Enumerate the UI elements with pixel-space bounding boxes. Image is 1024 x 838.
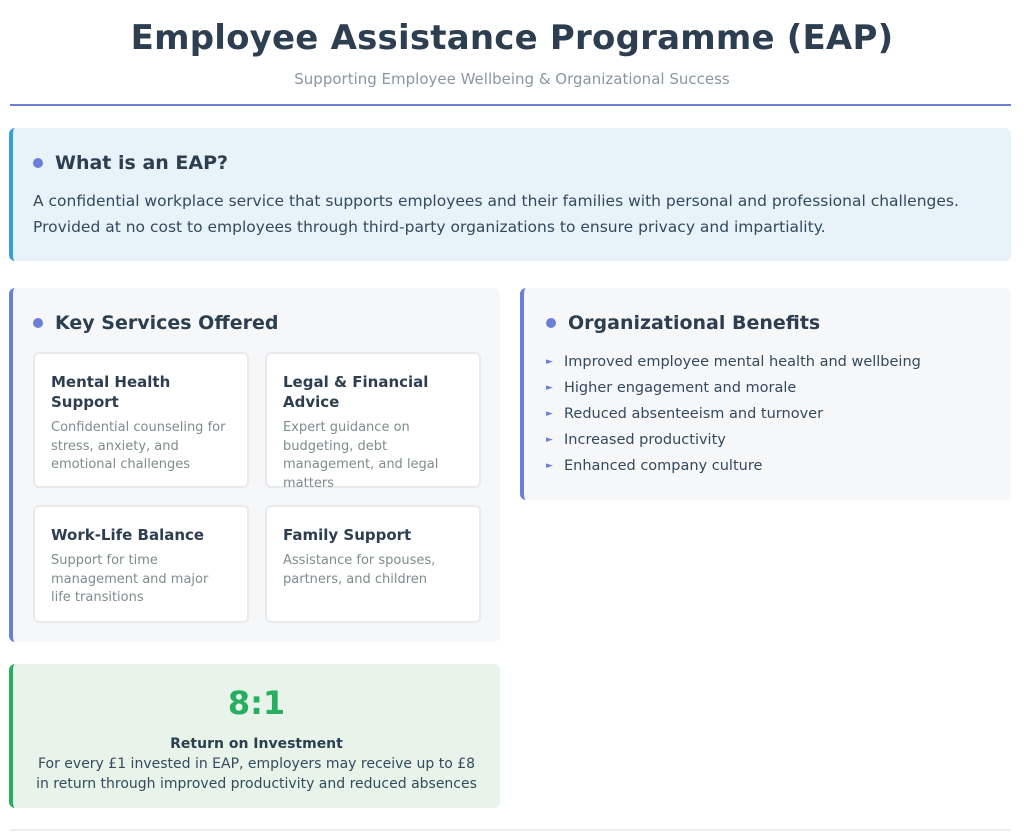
service-title: Work-Life Balance	[51, 526, 205, 544]
triangle-right-icon: ►	[546, 357, 553, 367]
key-services-card	[9, 288, 500, 642]
triangle-right-icon: ►	[546, 409, 553, 419]
what-is-eap-text: A confidential workplace service that supports employees and their families with personal and professional challenges. Provided at no cost to employees through third-party organizations to ensure privacy and impartiality.	[33, 192, 959, 236]
roi-card	[9, 664, 500, 808]
benefit-text: Reduced absenteeism and turnover	[564, 406, 824, 422]
service-title: Mental Health Support	[51, 373, 171, 411]
service-description: Expert guidance on budgeting, debt management, and legal matters	[283, 420, 439, 491]
list-item	[546, 375, 991, 401]
service-card-family	[265, 505, 481, 623]
list-item	[546, 427, 991, 453]
header-divider	[10, 104, 1011, 106]
footer-divider	[10, 829, 1011, 831]
what-is-eap-heading	[33, 152, 987, 174]
roi-label: Return on Investment	[170, 736, 343, 752]
bullet-dot-icon	[546, 318, 556, 328]
benefit-text: Higher engagement and morale	[564, 380, 797, 396]
benefits-heading	[546, 312, 991, 334]
triangle-right-icon: ►	[546, 435, 553, 445]
key-services-heading	[33, 312, 480, 334]
roi-value: 8:1	[227, 684, 286, 722]
service-card-work-life	[33, 505, 249, 623]
bullet-dot-icon	[33, 158, 43, 168]
page-subtitle: Supporting Employee Wellbeing & Organizational Success	[294, 70, 730, 88]
list-item	[546, 453, 991, 479]
what-is-eap-title: What is an EAP?	[55, 152, 229, 174]
service-title: Family Support	[283, 526, 412, 544]
benefit-text: Enhanced company culture	[564, 458, 763, 474]
page-header	[0, 0, 1024, 89]
triangle-right-icon: ►	[546, 461, 553, 471]
benefits-card	[520, 288, 1011, 500]
service-card-legal-financial	[265, 352, 481, 491]
service-description: Confidential counseling for stress, anxiety, and emotional challenges	[51, 420, 226, 472]
service-description: Support for time management and major life transitions	[51, 553, 209, 605]
benefits-list	[546, 349, 991, 479]
list-item	[546, 401, 991, 427]
benefit-text: Improved employee mental health and wellbeing	[564, 354, 921, 370]
roi-description: For every £1 invested in EAP, employers may receive up to £8 in return through improved productivity and reduced absences	[36, 756, 477, 792]
list-item	[546, 349, 991, 375]
service-title: Legal & Financial Advice	[283, 373, 429, 411]
service-description: Assistance for spouses, partners, and children	[283, 553, 436, 587]
service-card-mental-health	[33, 352, 249, 488]
benefits-title: Organizational Benefits	[568, 312, 821, 334]
page-title: Employee Assistance Programme (EAP)	[130, 18, 894, 58]
benefit-text: Increased productivity	[564, 432, 726, 448]
what-is-eap-card	[9, 128, 1011, 261]
bullet-dot-icon	[33, 318, 43, 328]
services-grid	[33, 352, 481, 623]
triangle-right-icon: ►	[546, 383, 553, 393]
key-services-title: Key Services Offered	[55, 312, 279, 334]
